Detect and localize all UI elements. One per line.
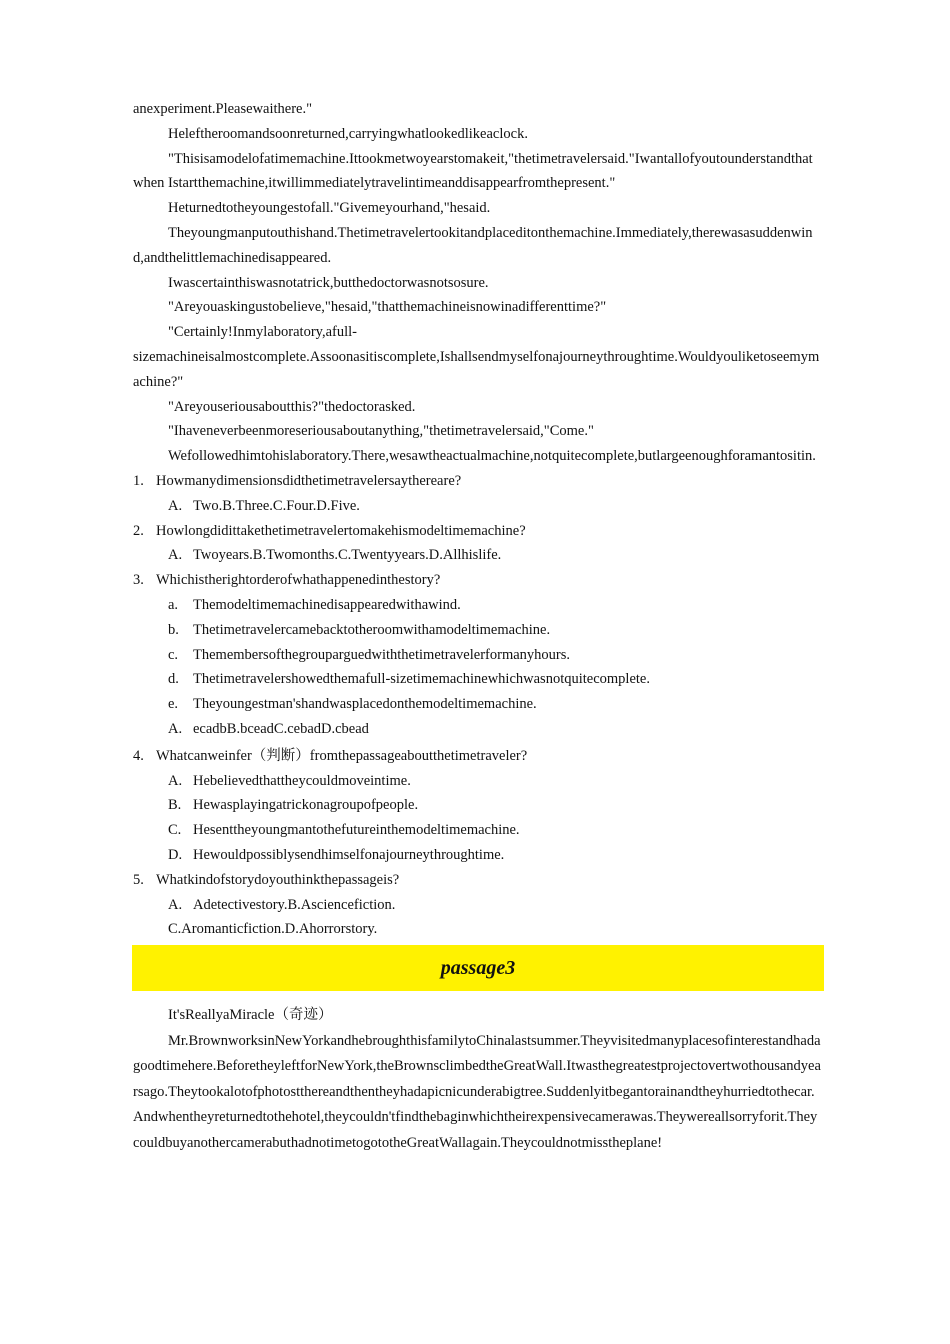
option-label: C. [168, 822, 182, 839]
question-number: 3. [133, 572, 144, 589]
answer-option [168, 843, 823, 868]
story-paragraph: "Ihaveneverbeenmoreseriousaboutanything,"thetimetravelersaid,"Come." [168, 423, 594, 440]
passage-title: It'sReallyaMiracle（奇迹） [168, 1007, 333, 1024]
option-text: Hebelievedthattheycouldmoveintime. [193, 772, 411, 789]
event-label: a. [168, 596, 179, 613]
question-number: 1. [133, 472, 144, 489]
question-number: 5. [133, 871, 144, 888]
story-paragraph: "Areyouseriousaboutthis?"thedoctorasked. [168, 398, 416, 415]
event-text: Themodeltimemachinedisappearedwithawind. [193, 596, 461, 613]
question-number: 2. [133, 522, 144, 539]
option-label: A. [168, 720, 183, 737]
event-text: Thetimetravelershowedthemafull-sizetimemachinewhichwasnotquitecomplete. [193, 671, 650, 688]
event-item [168, 692, 823, 717]
passage-heading: passage3 [440, 956, 516, 979]
option-label: D. [168, 846, 183, 863]
option-text: Twoyears.B.Twomonths.C.Twentyyears.D.Allhislife. [193, 547, 502, 564]
option-label: A. [168, 497, 183, 514]
event-item [168, 618, 823, 643]
event-item [168, 667, 823, 692]
question-text: Whatcanweinfer（判断）fromthepassageaboutthetimetraveler? [156, 747, 528, 764]
option-text: Two.B.Three.C.Four.D.Five. [193, 497, 360, 514]
option-label: A. [168, 772, 183, 789]
question-2 [133, 519, 823, 544]
story-paragraph: Theyoungmanputouthishand.Thetimetravelertookitandplaceditonthemachine.Immediately,therewasasuddenwind,andthelittlemachinedisappeared. [133, 224, 813, 266]
story-paragraph: "Thisisamodelofatimemachine.Ittookmetwoyearstomakeit,"thetimetravelersaid."Iwantallofyoutounderstandthatwhen Istartthemachine,itwillimmediatelytravelintimeanddisappearfromthepresent." [133, 150, 813, 192]
question-text: Howlongdidittakethetimetravelertomakehismodeltimemachine? [156, 522, 526, 539]
event-label: d. [168, 671, 179, 688]
story-paragraph: Wefollowedhimtohislaboratory.There,wesawtheactualmachine,notquitecomplete,butlargeenoughforamantositin. [168, 448, 816, 465]
question-5 [133, 868, 823, 893]
answer-option [168, 818, 823, 843]
option-text: Hewasplayingatrickonagroupofpeople. [193, 797, 419, 814]
story-paragraph: "Areyouaskingustobelieve,"hesaid,"thatthemachineisnowinadifferenttime?" [168, 299, 607, 316]
answer-options [168, 494, 823, 519]
content-column [133, 97, 823, 1157]
event-label: c. [168, 646, 179, 663]
story-paragraph: sizemachineisalmostcomplete.Assoonasitiscomplete,Ishallsendmyselfonajourneythroughtime.Wouldyouliketoseemymachine?" [133, 348, 820, 390]
event-label: b. [168, 621, 179, 638]
answer-options [168, 893, 823, 918]
option-text: Adetectivestory.B.Asciencefiction. [193, 896, 396, 913]
question-1 [133, 469, 823, 494]
answer-option [168, 769, 823, 794]
question-text: Howmanydimensionsdidthetimetravelersaythereare? [156, 472, 462, 489]
option-label: B. [168, 797, 182, 814]
story-paragraph: Iwascertainthiswasnotatrick,butthedoctorwasnotsosure. [168, 274, 489, 291]
question-3 [133, 568, 823, 593]
passage-body: Mr.BrownworksinNewYorkandhebroughthisfamilytoChinalastsummer.Theyvisitedmanyplacesofinterestandhadagoodtimehere.BeforetheyleftforNewYork,theBrownsclimbedtheGreatWall.Itwasthegreatestprojectovertwothousandyearsago.Theytookalotofphotostthereandthentheyhadapicnicunderabigtree.Suddenlyitbegantorainandtheyhurriedtothecar.Andwhentheyreturnedtothehotel,theycouldn'tfindthebaginwhichtheirexpensivecamerawas.Theywereallsorryforit.TheycouldbuyanothercamerabuthadnotimetogototheGreatWallagain.Theycouldnotmisstheplane! [133, 1032, 821, 1152]
event-text: Thetimetravelercamebacktotheroomwithamodeltimemachine. [193, 621, 551, 638]
story-paragraph: Heturnedtotheyoungestofall."Givemeyourhand,"hesaid. [168, 200, 491, 217]
event-label: e. [168, 696, 179, 713]
question-text: Whichistherightorderofwhathappenedinthestory? [156, 572, 441, 589]
answer-options [168, 543, 823, 568]
story-paragraph: "Certainly!Inmylaboratory,afull- [168, 324, 357, 341]
option-label: A. [168, 547, 183, 564]
answer-options [168, 717, 823, 742]
question-number: 4. [133, 747, 144, 764]
passage-heading-band [132, 945, 824, 991]
question-text: Whatkindofstorydoyouthinkthepassageis? [156, 871, 400, 888]
option-text: Hesenttheyoungmantothefutureinthemodeltimemachine. [193, 822, 520, 839]
answer-options-line2: C.Aromanticfiction.D.Ahorrorstory. [168, 921, 378, 938]
event-text: Themembersofthegrouparguedwiththetimetravelerformanyhours. [193, 646, 571, 663]
option-text: ecadbB.bceadC.cebadD.cbead [193, 720, 369, 737]
event-item [168, 643, 823, 668]
event-item [168, 593, 823, 618]
answer-option [168, 793, 823, 818]
story-paragraph: Heleftheroomandsoonreturned,carryingwhatlookedlikeaclock. [168, 125, 528, 142]
question-4 [133, 744, 823, 769]
story-paragraph: anexperiment.Pleasewaithere." [133, 101, 313, 117]
event-text: Theyoungestman'shandwasplacedonthemodeltimemachine. [193, 696, 537, 713]
option-label: A. [168, 896, 183, 913]
option-text: Hewouldpossiblysendhimselfonajourneythroughtime. [193, 846, 505, 863]
